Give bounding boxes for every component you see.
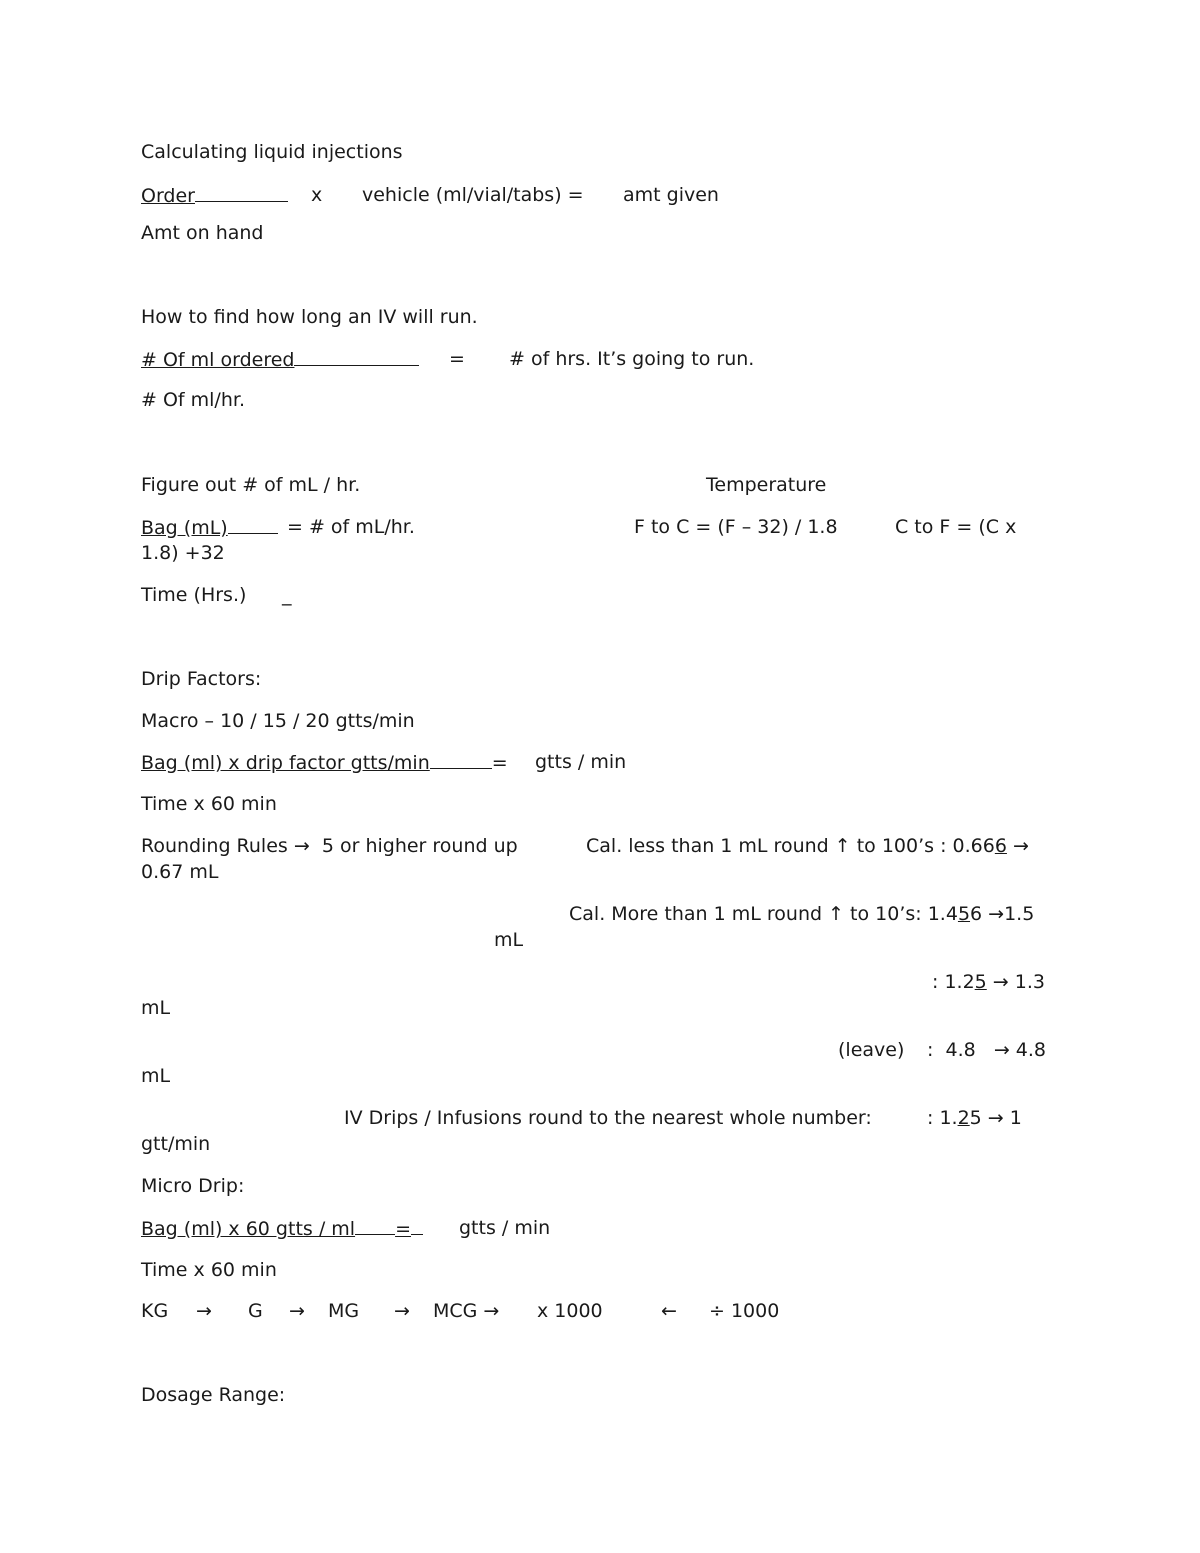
macro-drip-label: Macro – 10 / 15 / 20 gtts/min <box>141 710 415 732</box>
divide-1000: ÷ 1000 <box>709 1300 780 1322</box>
macro-denominator: Time x 60 min <box>141 793 277 815</box>
drip-factors-title: Drip Factors: <box>141 668 262 690</box>
rounding-less-text: Cal. less than 1 mL round ↑ to 100’s : 0.66 <box>586 835 995 857</box>
unit-mcg: MCG → <box>433 1300 500 1322</box>
micro-numerator-label: Bag (ml) x 60 gtts / ml <box>141 1218 356 1240</box>
rounding-less-arrow: → <box>1012 835 1029 857</box>
hrs-result-label: # of hrs. It’s going to run. <box>509 348 755 370</box>
iv-example-digit: 2 <box>957 1107 970 1129</box>
ml-ordered-label: # Of ml ordered <box>141 349 295 371</box>
micro-denominator: Time x 60 min <box>141 1259 277 1281</box>
injections-numerator <box>141 183 288 208</box>
bag-ml-numerator <box>141 515 278 540</box>
micro-drip-title: Micro Drip: <box>141 1175 245 1197</box>
unit-kg: KG <box>141 1300 169 1322</box>
macro-equals: = <box>491 752 508 774</box>
iv-run-title: How to find how long an IV will run. <box>141 306 478 328</box>
rounding-less-digit: 6 <box>994 835 1007 857</box>
ml-hr-result: = # of mL/hr. <box>287 516 415 538</box>
example-3-unit: mL <box>141 1065 171 1087</box>
dosage-range-title: Dosage Range: <box>141 1384 286 1406</box>
ml-hr-title: Figure out # of mL / hr. <box>141 474 361 496</box>
iv-rounding-example <box>927 1106 1022 1130</box>
macro-numerator-label: Bag (ml) x drip factor gtts/min <box>141 752 430 774</box>
example-3-value: : 4.8 → 4.8 <box>927 1039 1046 1061</box>
f-to-c-formula: F to C = (F – 32) / 1.8 <box>634 516 838 538</box>
fraction-line <box>355 1216 395 1235</box>
macro-numerator <box>141 750 508 775</box>
iv-run-numerator <box>141 347 419 372</box>
micro-numerator <box>141 1216 423 1241</box>
iv-example-pre: : 1. <box>927 1107 958 1129</box>
vehicle-label: vehicle (ml/vial/tabs) = <box>362 184 584 206</box>
example-2-post: → 1.3 <box>986 971 1045 993</box>
rounding-more-unit: mL <box>494 929 524 951</box>
fraction-line <box>195 183 288 202</box>
rounding-more-digit: 5 <box>957 903 971 925</box>
rounding-more-text: Cal. More than 1 mL round ↑ to 10’s: 1.4 <box>569 903 958 925</box>
ml-per-hr-label: # Of ml/hr. <box>141 389 245 411</box>
equals-sign: = <box>449 348 465 370</box>
injections-title: Calculating liquid injections <box>141 141 403 163</box>
rounding-more-rest: 6 →1.5 <box>970 903 1035 925</box>
amt-on-hand-label: Amt on hand <box>141 222 264 244</box>
order-label: Order <box>141 185 195 207</box>
micro-equals: = <box>395 1218 411 1240</box>
iv-example-post: 5 → 1 <box>969 1107 1022 1129</box>
fraction-line <box>430 750 492 769</box>
times-sign: x <box>311 184 323 206</box>
fraction-line-end <box>411 1216 423 1235</box>
macro-result: gtts / min <box>535 751 627 773</box>
c-to-f-formula: C to F = (C x <box>895 516 1017 538</box>
arrow-right-icon: → <box>196 1300 212 1322</box>
rounding-less-result: 0.67 mL <box>141 861 219 883</box>
arrow-right-icon: → <box>394 1300 410 1322</box>
time-hrs-mark: _ <box>282 584 292 606</box>
multiply-1000: x 1000 <box>537 1300 603 1322</box>
rounding-example-2 <box>932 970 1045 994</box>
example-2-unit: mL <box>141 997 171 1019</box>
rounding-less-than <box>586 834 1029 858</box>
bag-ml-label: Bag (mL) <box>141 517 228 539</box>
micro-result: gtts / min <box>459 1217 551 1239</box>
iv-example-unit: gtt/min <box>141 1133 211 1155</box>
iv-rounding-text: IV Drips / Infusions round to the nearest whole number: <box>344 1107 872 1129</box>
arrow-left-icon: ← <box>661 1300 677 1322</box>
unit-g: G <box>248 1300 263 1322</box>
arrow-right-icon: → <box>289 1300 305 1322</box>
fraction-line <box>228 515 278 534</box>
temperature-title: Temperature <box>706 474 827 496</box>
amt-given-label: amt given <box>623 184 719 206</box>
example-2-digit: 5 <box>974 971 987 993</box>
unit-mg: MG <box>328 1300 360 1322</box>
fraction-line <box>294 347 419 366</box>
rounding-rules-label: Rounding Rules → 5 or higher round up <box>141 835 518 857</box>
time-hrs-label: Time (Hrs.) <box>141 584 247 606</box>
c-to-f-formula-cont: 1.8) +32 <box>141 542 225 564</box>
example-2-pre: : 1.2 <box>932 971 975 993</box>
example-3-note: (leave) <box>838 1039 905 1061</box>
rounding-more-than <box>569 902 1034 926</box>
